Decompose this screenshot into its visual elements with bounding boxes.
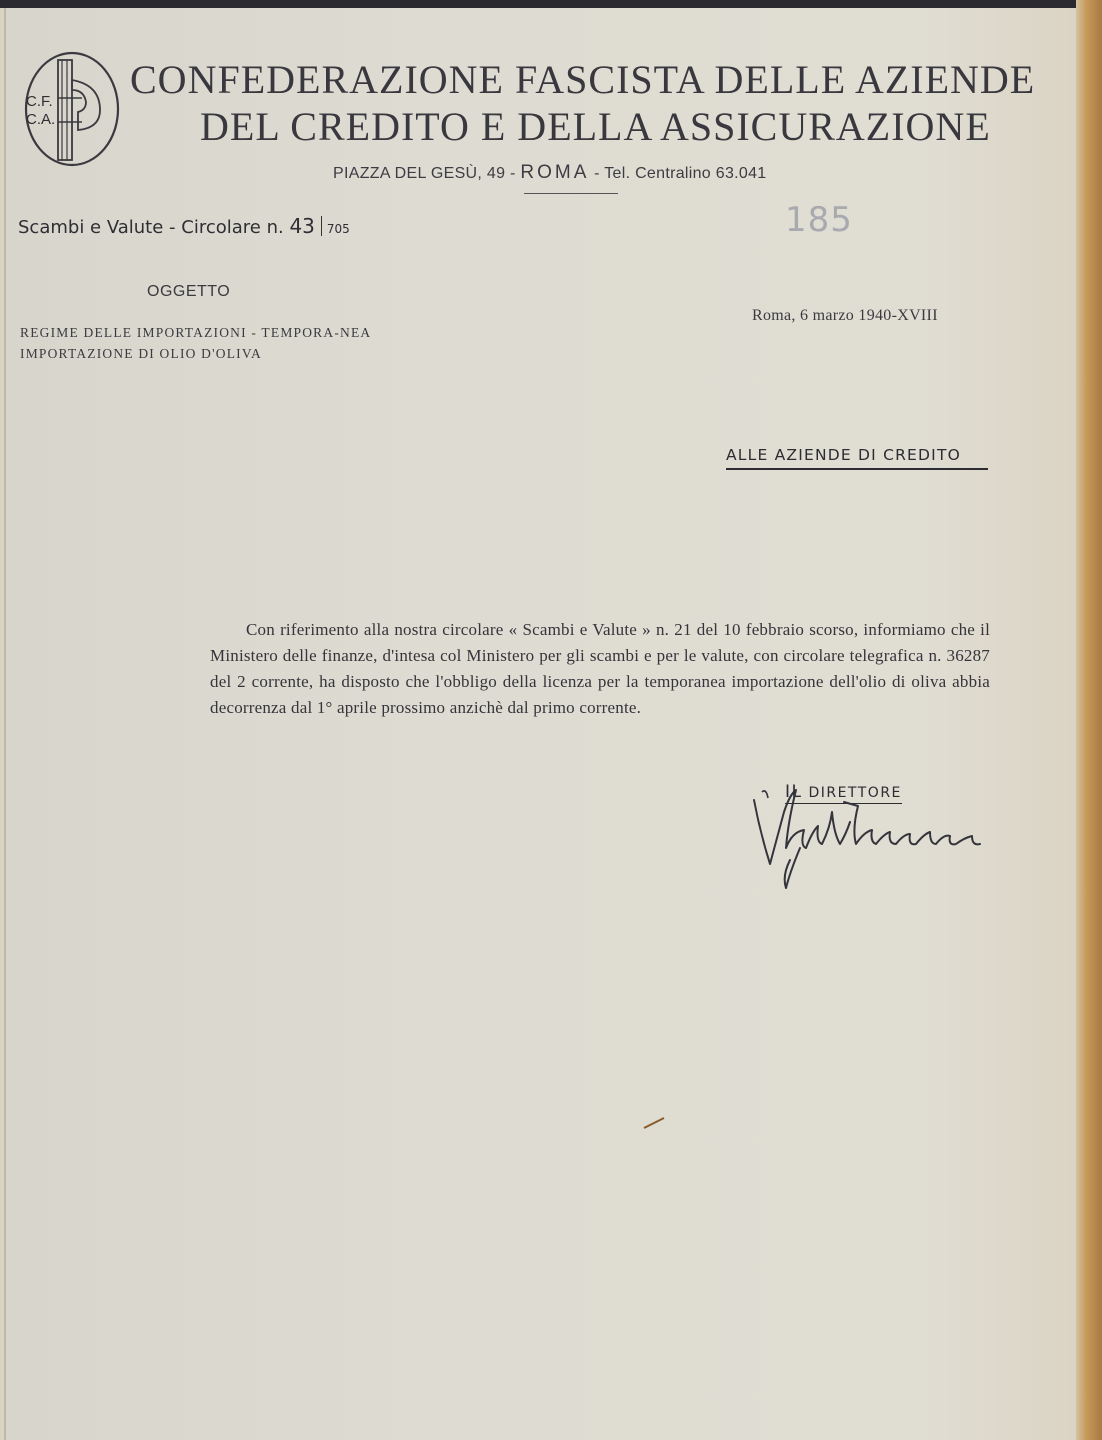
address-phone: - Tel. Centralino 63.041 <box>589 165 767 182</box>
header-divider <box>524 193 618 194</box>
handwritten-signature <box>740 772 1000 892</box>
handwritten-page-number: 185 <box>785 200 853 240</box>
address-city: ROMA <box>520 162 590 183</box>
logo-text-ca: C.A. <box>26 111 56 128</box>
book-page-edge <box>1076 0 1102 1440</box>
scan-speck <box>640 1112 670 1132</box>
letter-date: Roma, 6 marzo 1940-XVIII <box>752 307 938 324</box>
scan-top-border <box>0 0 1102 8</box>
subject-heading: OGGETTO <box>147 283 231 300</box>
circular-label: Scambi e Valute - Circolare n. <box>18 217 290 238</box>
circular-sub-number: 705 <box>326 222 350 236</box>
org-address <box>333 162 767 184</box>
fasces-emblem-logo <box>22 50 122 168</box>
addressee: ALLE AZIENDE DI CREDITO <box>726 446 988 470</box>
circular-reference <box>18 214 350 238</box>
subject-text: REGIME DELLE IMPORTAZIONI - TEMPORA-NEA IMPORTAZIONE DI OLIO D'OLIVA <box>20 325 371 361</box>
logo-text-cf: C.F. <box>26 93 53 110</box>
address-street: PIAZZA DEL GESÙ, 49 - <box>333 165 521 182</box>
circular-separator <box>321 216 322 236</box>
circular-number: 43 <box>289 214 315 238</box>
org-name-line2: DEL CREDITO E DELLA ASSICURAZIONE <box>200 104 991 149</box>
org-name-line1: CONFEDERAZIONE FASCISTA DELLE AZIENDE <box>130 57 1036 102</box>
signatory-title-rest: DIRETTORE <box>808 785 902 801</box>
letter-body: Con riferimento alla nostra circolare « Scambi e Valute » n. 21 del 10 febbraio scorso, informiamo che il Ministero delle finanze, d'intesa col Ministero per gli scambi e per le valute, con circolare telegrafica n. 36287 del 2 corrente, ha disposto che l'obbligo della licenza per la temporanea importazione dell'olio di oliva abbia decorrenza dal 1° aprile prossimo anzichè dal primo corrente. <box>210 620 990 717</box>
signatory-title-il: IL <box>785 782 803 802</box>
